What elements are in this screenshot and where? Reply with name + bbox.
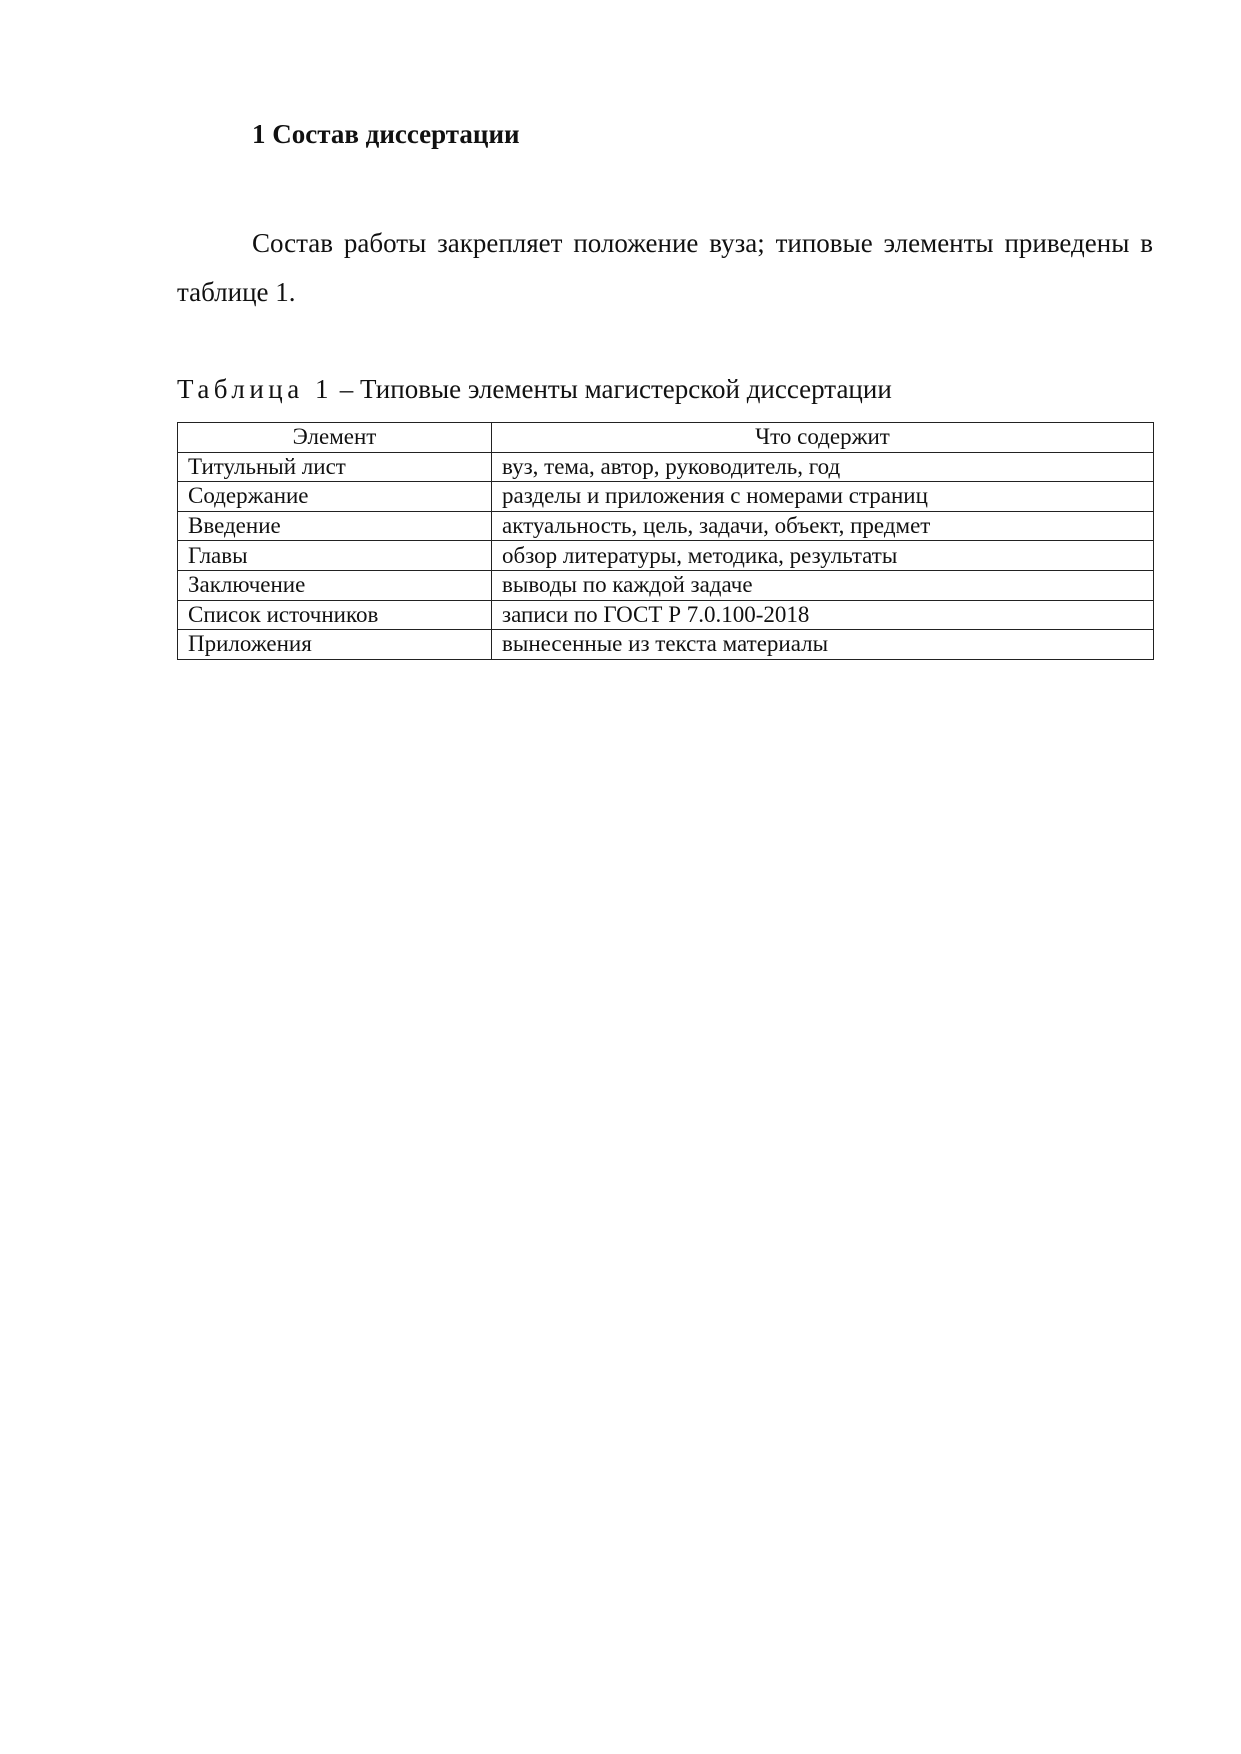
table-caption <box>177 373 892 405</box>
contents-cell: обзор литературы, методика, результаты <box>492 541 1154 571</box>
element-cell: Содержание <box>178 482 492 512</box>
element-cell: Приложения <box>178 630 492 660</box>
table-row <box>178 452 1154 482</box>
section-heading: 1 Состав диссертации <box>252 119 520 149</box>
element-cell: Титульный лист <box>178 452 492 482</box>
element-cell: Список источников <box>178 600 492 630</box>
element-cell: Введение <box>178 511 492 541</box>
table-row <box>178 541 1154 571</box>
table-caption-label: Таблица 1 <box>177 374 333 404</box>
table-caption-text: – Типовые элементы магистерской диссертации <box>332 374 892 404</box>
table-header-row <box>178 423 1154 453</box>
contents-cell: вынесенные из текста материалы <box>492 630 1154 660</box>
body-paragraph: Состав работы закрепляет положение вуза; типовые элементы приведены в таблице 1. <box>177 228 1153 307</box>
column-header-contents: Что содержит <box>492 423 1154 453</box>
element-cell: Заключение <box>178 570 492 600</box>
table-row <box>178 570 1154 600</box>
column-header-element: Элемент <box>178 423 492 453</box>
elements-table <box>177 422 1154 660</box>
table-row <box>178 482 1154 512</box>
contents-cell: вуз, тема, автор, руководитель, год <box>492 452 1154 482</box>
contents-cell: актуальность, цель, задачи, объект, предмет <box>492 511 1154 541</box>
table-row <box>178 511 1154 541</box>
contents-cell: выводы по каждой задаче <box>492 570 1154 600</box>
table-row <box>178 600 1154 630</box>
table-row <box>178 630 1154 660</box>
element-cell: Главы <box>178 541 492 571</box>
contents-cell: записи по ГОСТ Р 7.0.100-2018 <box>492 600 1154 630</box>
contents-cell: разделы и приложения с номерами страниц <box>492 482 1154 512</box>
